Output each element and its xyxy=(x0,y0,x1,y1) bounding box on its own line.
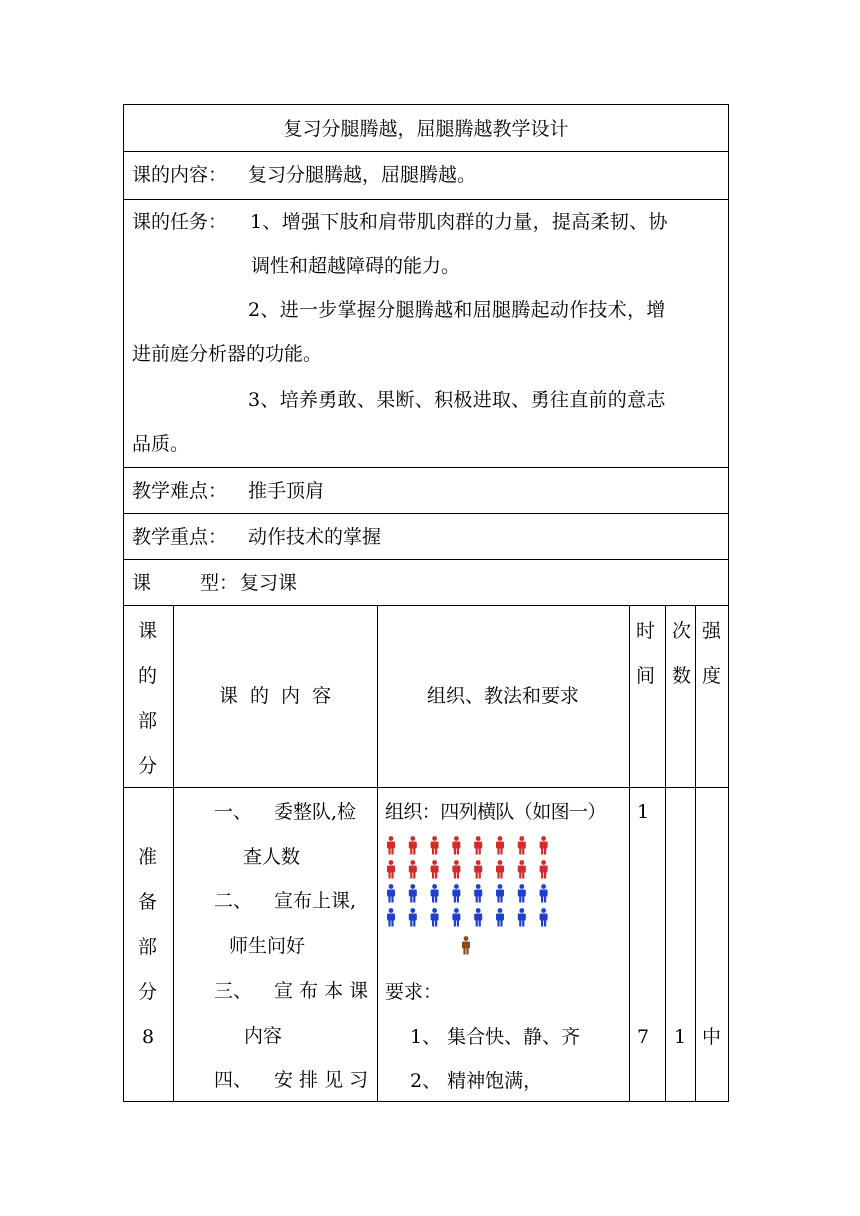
prep-item-number: 二、 xyxy=(214,890,253,912)
header-part-char: 课 xyxy=(138,620,158,642)
student-icon-front xyxy=(431,860,439,878)
prep-requirements-label: 要求： xyxy=(385,981,443,1003)
header-intensity-char: 度 xyxy=(702,665,722,687)
student-icon-back xyxy=(540,884,548,902)
difficulty-value: 推手顶肩 xyxy=(248,480,325,502)
header-time-char: 时 xyxy=(636,620,656,642)
row-divider xyxy=(124,467,728,468)
student-icon-front xyxy=(387,836,395,854)
student-icon-front xyxy=(518,836,526,854)
header-content: 课 的 内 容 xyxy=(218,685,332,707)
prep-organization: 组织：四列横队（如图一） xyxy=(385,801,606,823)
task-1-line-2: 调性和超越障碍的能力。 xyxy=(251,255,461,277)
task-3-line-2: 品质。 xyxy=(132,433,190,455)
lesson-type-label-b: 型： xyxy=(200,572,239,594)
key-point-value: 动作技术的掌握 xyxy=(248,526,382,548)
header-time-char: 间 xyxy=(636,665,656,687)
teacher-icon xyxy=(462,936,470,954)
row-divider xyxy=(124,605,728,606)
student-icon-back xyxy=(474,908,482,926)
column-divider xyxy=(665,605,666,1101)
student-icon-back xyxy=(518,908,526,926)
row-divider xyxy=(124,559,728,560)
student-icon-back xyxy=(409,908,417,926)
row-divider xyxy=(124,787,728,788)
prep-part-char: 分 xyxy=(138,981,158,1003)
prep-item-continuation: 查人数 xyxy=(243,846,301,868)
prep-item-number: 三、 xyxy=(214,980,253,1002)
column-divider xyxy=(629,605,630,1101)
prep-count-value: 1 xyxy=(674,1026,687,1048)
row-divider xyxy=(124,151,728,152)
prep-time-value: 7 xyxy=(637,1026,650,1048)
student-icon-back xyxy=(409,884,417,902)
prep-part-char: 准 xyxy=(138,846,158,868)
column-divider xyxy=(173,605,174,1101)
header-part-char: 分 xyxy=(138,755,158,777)
column-divider xyxy=(377,605,378,1101)
content-value: 复习分腿腾越，屈腿腾越。 xyxy=(248,164,477,186)
student-icon-back xyxy=(518,884,526,902)
student-icon-front xyxy=(387,860,395,878)
header-part-char: 部 xyxy=(138,710,158,732)
task-2-line-1: 2、进一步掌握分腿腾越和屈腿腾起动作技术，增 xyxy=(248,299,666,321)
prep-item-text: 安 排 见 习 xyxy=(274,1069,369,1091)
prep-part-char: 部 xyxy=(138,936,158,958)
row-divider xyxy=(124,199,728,200)
prep-item-number: 四、 xyxy=(214,1069,253,1091)
task-1-line-1: 1、增强下肢和肩带肌肉群的力量，提高柔韧、协 xyxy=(250,211,668,233)
header-count-char: 数 xyxy=(672,665,692,687)
student-icon-front xyxy=(409,860,417,878)
student-icon-back xyxy=(496,884,504,902)
formation-diagram xyxy=(381,832,561,962)
prep-item-text: 宣 布 本 课 xyxy=(274,980,369,1002)
task-3-line-1: 3、培养勇敢、果断、积极进取、勇往直前的意志 xyxy=(248,389,666,411)
student-icon-front xyxy=(474,860,482,878)
prep-item-continuation: 内容 xyxy=(244,1025,283,1047)
column-divider xyxy=(695,605,696,1101)
key-point-label: 教学重点： xyxy=(132,526,228,548)
student-icon-front xyxy=(474,836,482,854)
header-part-char: 的 xyxy=(138,665,158,687)
student-icon-front xyxy=(518,860,526,878)
header-method: 组织、教法和要求 xyxy=(426,685,579,707)
document-title: 复习分腿腾越，屈腿腾越教学设计 xyxy=(283,118,569,140)
prep-part-char: 备 xyxy=(138,891,158,913)
lesson-type-label-a: 课 xyxy=(132,572,152,594)
prep-item-continuation: 师生问好 xyxy=(229,935,306,957)
student-icon-front xyxy=(452,836,460,854)
student-icon-back xyxy=(540,908,548,926)
prep-intensity-value: 中 xyxy=(702,1026,722,1048)
prep-item-text: 委整队,检 xyxy=(274,801,357,823)
student-icon-front xyxy=(540,860,548,878)
student-icon-front xyxy=(496,860,504,878)
student-icon-front xyxy=(540,836,548,854)
student-icon-front xyxy=(409,836,417,854)
student-icon-back xyxy=(431,884,439,902)
header-count-char: 次 xyxy=(672,620,692,642)
prep-part-minutes: 8 xyxy=(142,1026,155,1048)
table-bottom-border xyxy=(124,1101,728,1102)
task-2-line-2: 进前庭分析器的功能。 xyxy=(132,343,323,365)
student-icon-front xyxy=(431,836,439,854)
student-icon-back xyxy=(387,908,395,926)
student-icon-front xyxy=(496,836,504,854)
prep-requirement-1: 1、 集合快、静、齐 xyxy=(410,1026,581,1048)
student-icon-back xyxy=(387,884,395,902)
prep-item-number: 一、 xyxy=(214,801,253,823)
student-icon-back xyxy=(431,908,439,926)
lesson-plan-table xyxy=(123,104,729,1102)
prep-requirement-2: 2、 精神饱满， xyxy=(410,1070,543,1092)
prep-time-value: 1 xyxy=(637,801,650,823)
student-icon-back xyxy=(452,908,460,926)
student-icon-front xyxy=(452,860,460,878)
content-label: 课的内容： xyxy=(132,164,228,186)
header-intensity-char: 强 xyxy=(702,620,722,642)
difficulty-label: 教学难点： xyxy=(132,480,228,502)
student-icon-back xyxy=(496,908,504,926)
student-icon-back xyxy=(452,884,460,902)
row-divider xyxy=(124,513,728,514)
prep-item-text: 宣布上课, xyxy=(274,890,357,912)
lesson-type-value: 复习课 xyxy=(240,572,298,594)
tasks-label: 课的任务： xyxy=(132,211,228,233)
student-icon-back xyxy=(474,884,482,902)
